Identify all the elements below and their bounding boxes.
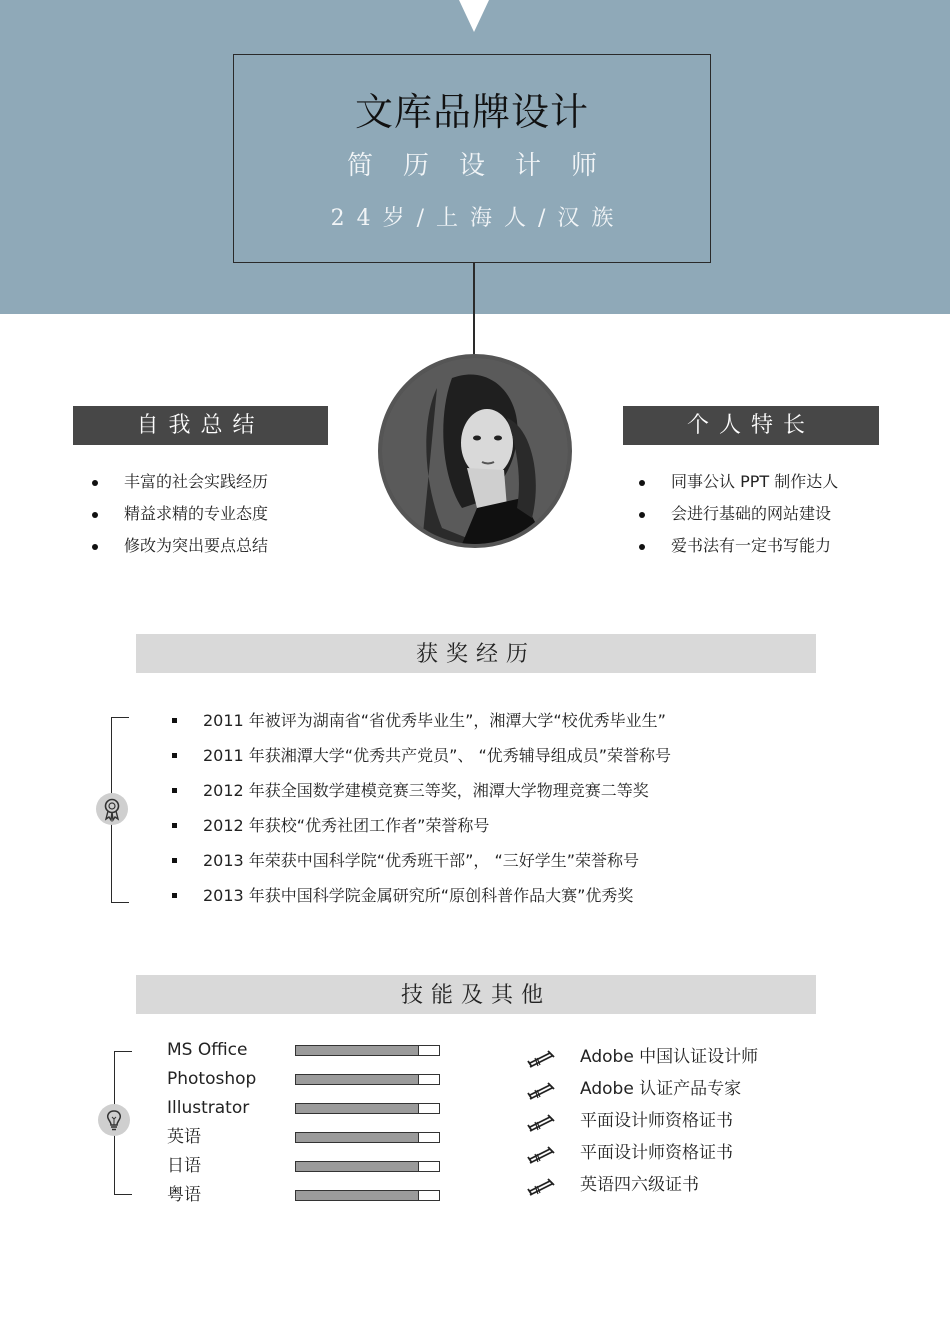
skill-name: MS Office bbox=[167, 1040, 248, 1060]
lightbulb-icon bbox=[98, 1104, 130, 1136]
list-item: 2013 年荣获中国科学院“优秀班干部”， “三好学生”荣誉称号 bbox=[172, 843, 671, 878]
diploma-scroll-icon bbox=[526, 1080, 558, 1100]
certificate-name: Adobe 认证产品专家 bbox=[580, 1079, 742, 1099]
self-summary-list bbox=[90, 466, 268, 562]
list-item bbox=[526, 1073, 758, 1105]
certificate-name: 平面设计师资格证书 bbox=[580, 1111, 733, 1131]
list-item: 2013 年获中国科学院金属研究所“原创科普作品大赛”优秀奖 bbox=[172, 878, 671, 913]
personal-info: 24岁/上海人/汉族 bbox=[330, 206, 626, 231]
skill-level-bar bbox=[295, 1132, 440, 1143]
list-item: 同事公认 PPT 制作达人 bbox=[637, 466, 838, 498]
connector-line bbox=[473, 263, 475, 355]
list-item: 爱书法有一定书写能力 bbox=[637, 530, 838, 562]
list-item: 2012 年获全国数学建模竞赛三等奖，湘潭大学物理竞赛二等奖 bbox=[172, 773, 671, 808]
job-title: 简历设计师 bbox=[346, 151, 627, 181]
specialties-heading: 个人特长 bbox=[623, 406, 879, 445]
certificate-name: Adobe 中国认证设计师 bbox=[580, 1047, 759, 1067]
certificate-name: 平面设计师资格证书 bbox=[580, 1143, 733, 1163]
specialties-list bbox=[637, 466, 838, 562]
skill-bars bbox=[295, 1045, 440, 1219]
list-item bbox=[526, 1137, 758, 1169]
skill-name: Illustrator bbox=[167, 1098, 250, 1118]
list-item: 2011 年被评为湖南省“省优秀毕业生”，湘潭大学“校优秀毕业生” bbox=[172, 703, 671, 738]
skill-name: 日语 bbox=[167, 1156, 201, 1176]
top-notch bbox=[459, 0, 489, 32]
list-item: 会进行基础的网站建设 bbox=[637, 498, 838, 530]
skill-name: 英语 bbox=[167, 1127, 201, 1147]
portrait-photo bbox=[378, 354, 572, 548]
portrait-illustration bbox=[382, 358, 568, 544]
list-item: 丰富的社会实践经历 bbox=[90, 466, 268, 498]
skill-level-bar bbox=[295, 1045, 440, 1056]
self-summary-heading: 自我总结 bbox=[73, 406, 328, 445]
resume-name: 文库品牌设计 bbox=[354, 90, 589, 134]
list-item: 修改为突出要点总结 bbox=[90, 530, 268, 562]
diploma-scroll-icon bbox=[526, 1144, 558, 1164]
list-item bbox=[526, 1169, 758, 1201]
diploma-scroll-icon bbox=[526, 1112, 558, 1132]
list-item bbox=[526, 1105, 758, 1137]
list-item: 2011 年获湘潭大学“优秀共产党员”、 “优秀辅导组成员”荣誉称号 bbox=[172, 738, 671, 773]
certificate-name: 英语四六级证书 bbox=[580, 1175, 699, 1195]
skill-name: Photoshop bbox=[167, 1069, 257, 1089]
skill-level-bar bbox=[295, 1190, 440, 1201]
list-item bbox=[526, 1041, 758, 1073]
skill-name: 粤语 bbox=[167, 1185, 201, 1205]
awards-list bbox=[172, 703, 671, 913]
skill-names bbox=[167, 1036, 256, 1210]
list-item: 2012 年获校“优秀社团工作者”荣誉称号 bbox=[172, 808, 671, 843]
list-item: 精益求精的专业态度 bbox=[90, 498, 268, 530]
certificates-list bbox=[526, 1041, 758, 1201]
diploma-scroll-icon bbox=[526, 1176, 558, 1196]
awards-heading: 获奖经历 bbox=[136, 634, 816, 673]
diploma-scroll-icon bbox=[526, 1048, 558, 1068]
award-ribbon-icon bbox=[96, 793, 128, 825]
skills-heading: 技能及其他 bbox=[136, 975, 816, 1014]
title-box bbox=[233, 54, 711, 263]
skill-level-bar bbox=[295, 1074, 440, 1085]
skill-level-bar bbox=[295, 1103, 440, 1114]
skill-level-bar bbox=[295, 1161, 440, 1172]
